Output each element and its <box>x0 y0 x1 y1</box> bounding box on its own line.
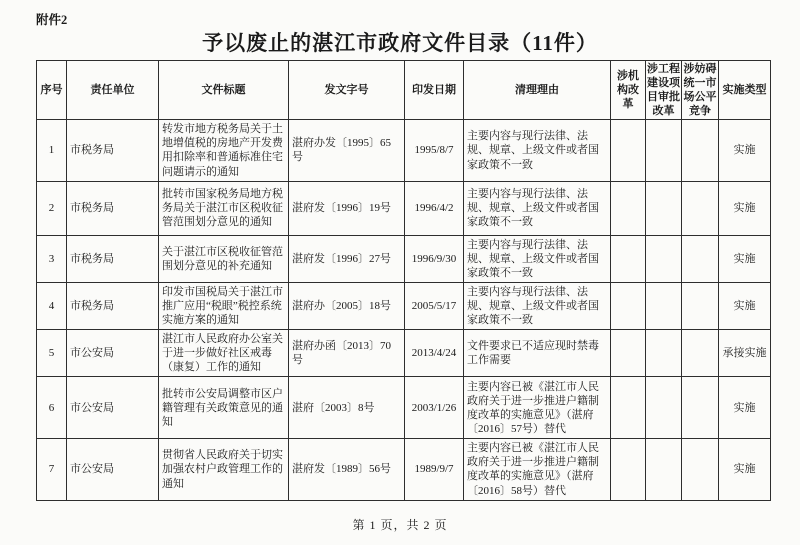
table-row <box>37 181 771 235</box>
cell-reason: 主要内容与现行法律、法规、规章、上级文件或者国家政策不一致 <box>464 181 611 235</box>
cell-market-competition <box>682 120 719 181</box>
cell-unit: 市公安局 <box>67 377 159 439</box>
cell-reason: 主要内容与现行法律、法规、规章、上级文件或者国家政策不一致 <box>464 120 611 181</box>
cell-seq: 2 <box>37 181 67 235</box>
col-header-unit: 责任单位 <box>67 61 159 120</box>
cell-impl-type: 实施 <box>719 377 771 439</box>
cell-project-reform <box>646 330 682 377</box>
table-row <box>37 282 771 329</box>
attachment-label: 附件2 <box>36 13 68 27</box>
cell-market-competition <box>682 235 719 282</box>
cell-market-competition <box>682 377 719 439</box>
cell-project-reform <box>646 282 682 329</box>
header-row <box>37 61 771 120</box>
cell-issue-date: 2013/4/24 <box>405 330 464 377</box>
cell-doc-number: 湛府办发〔1995〕65号 <box>289 120 405 181</box>
cell-issue-date: 1995/8/7 <box>405 120 464 181</box>
cell-project-reform <box>646 181 682 235</box>
cell-reason: 主要内容已被《湛江市人民政府关于进一步推进户籍制度改革的实施意见》（湛府〔2016〕57号）替代 <box>464 377 611 439</box>
col-header-impl-type: 实施类型 <box>719 61 771 120</box>
cell-reason: 文件要求已不适应现时禁毒工作需要 <box>464 330 611 377</box>
table-row <box>37 235 771 282</box>
col-header-doc-title: 文件标题 <box>159 61 289 120</box>
cell-org-reform <box>611 439 646 500</box>
col-header-doc-number: 发文字号 <box>289 61 405 120</box>
cell-org-reform <box>611 282 646 329</box>
cell-doc-title: 批转市公安局调整市区户籍管理有关政策意见的通知 <box>159 377 289 439</box>
cell-project-reform <box>646 439 682 500</box>
table-row <box>37 439 771 500</box>
cell-doc-title: 印发市国税局关于湛江市推广应用“税眼”税控系统实施方案的通知 <box>159 282 289 329</box>
cell-org-reform <box>611 120 646 181</box>
col-header-market-competition: 涉妨碍统一市场公平竞争 <box>682 61 719 120</box>
cell-doc-number: 湛府发〔1996〕27号 <box>289 235 405 282</box>
cell-doc-number: 湛府办〔2005〕18号 <box>289 282 405 329</box>
cell-seq: 5 <box>37 330 67 377</box>
cell-reason: 主要内容与现行法律、法规、规章、上级文件或者国家政策不一致 <box>464 235 611 282</box>
cell-org-reform <box>611 235 646 282</box>
cell-seq: 6 <box>37 377 67 439</box>
cell-doc-number: 湛府发〔1989〕56号 <box>289 439 405 500</box>
cell-market-competition <box>682 439 719 500</box>
cell-issue-date: 2005/5/17 <box>405 282 464 329</box>
cell-impl-type: 实施 <box>719 181 771 235</box>
cell-market-competition <box>682 330 719 377</box>
cell-issue-date: 1996/4/2 <box>405 181 464 235</box>
cell-impl-type: 承接实施 <box>719 330 771 377</box>
page-title: 予以废止的湛江市政府文件目录（11件） <box>202 31 598 55</box>
table-row <box>37 120 771 181</box>
cell-doc-title: 湛江市人民政府办公室关于进一步做好社区戒毒（康复）工作的通知 <box>159 330 289 377</box>
cell-impl-type: 实施 <box>719 439 771 500</box>
cell-seq: 7 <box>37 439 67 500</box>
cell-unit: 市税务局 <box>67 181 159 235</box>
cell-reason: 主要内容与现行法律、法规、规章、上级文件或者国家政策不一致 <box>464 282 611 329</box>
col-header-seq: 序号 <box>37 61 67 120</box>
cell-project-reform <box>646 120 682 181</box>
col-header-project-reform: 涉工程建设项目审批改革 <box>646 61 682 120</box>
cell-issue-date: 1989/9/7 <box>405 439 464 500</box>
cell-reason: 主要内容已被《湛江市人民政府关于进一步推进户籍制度改革的实施意见》（湛府〔2016〕58号）替代 <box>464 439 611 500</box>
cell-unit: 市公安局 <box>67 439 159 500</box>
cell-seq: 4 <box>37 282 67 329</box>
col-header-issue-date: 印发日期 <box>405 61 464 120</box>
col-header-org-reform: 涉机构改革 <box>611 61 646 120</box>
cell-unit: 市税务局 <box>67 282 159 329</box>
cell-unit: 市税务局 <box>67 120 159 181</box>
col-header-reason: 清理理由 <box>464 61 611 120</box>
abolished-documents-table <box>36 60 771 501</box>
cell-unit: 市税务局 <box>67 235 159 282</box>
cell-doc-title: 转发市地方税务局关于土地增值税的房地产开发费用扣除率和普通标准住宅问题请示的通知 <box>159 120 289 181</box>
cell-doc-title: 关于湛江市区税收征管范围划分意见的补充通知 <box>159 235 289 282</box>
cell-issue-date: 1996/9/30 <box>405 235 464 282</box>
cell-org-reform <box>611 330 646 377</box>
cell-org-reform <box>611 181 646 235</box>
page-number-footer: 第 1 页，共 2 页 <box>352 518 448 532</box>
cell-seq: 3 <box>37 235 67 282</box>
cell-impl-type: 实施 <box>719 282 771 329</box>
cell-issue-date: 2003/1/26 <box>405 377 464 439</box>
cell-doc-number: 湛府发〔1996〕19号 <box>289 181 405 235</box>
cell-doc-number: 湛府办函〔2013〕70号 <box>289 330 405 377</box>
table-row <box>37 377 771 439</box>
cell-doc-number: 湛府〔2003〕8号 <box>289 377 405 439</box>
table-row <box>37 330 771 377</box>
cell-impl-type: 实施 <box>719 235 771 282</box>
cell-doc-title: 贯彻省人民政府关于切实加强农村户政管理工作的通知 <box>159 439 289 500</box>
cell-seq: 1 <box>37 120 67 181</box>
cell-market-competition <box>682 181 719 235</box>
cell-project-reform <box>646 235 682 282</box>
cell-org-reform <box>611 377 646 439</box>
cell-unit: 市公安局 <box>67 330 159 377</box>
cell-project-reform <box>646 377 682 439</box>
cell-market-competition <box>682 282 719 329</box>
cell-doc-title: 批转市国家税务局地方税务局关于湛江市区税收征管范围划分意见的通知 <box>159 181 289 235</box>
cell-impl-type: 实施 <box>719 120 771 181</box>
